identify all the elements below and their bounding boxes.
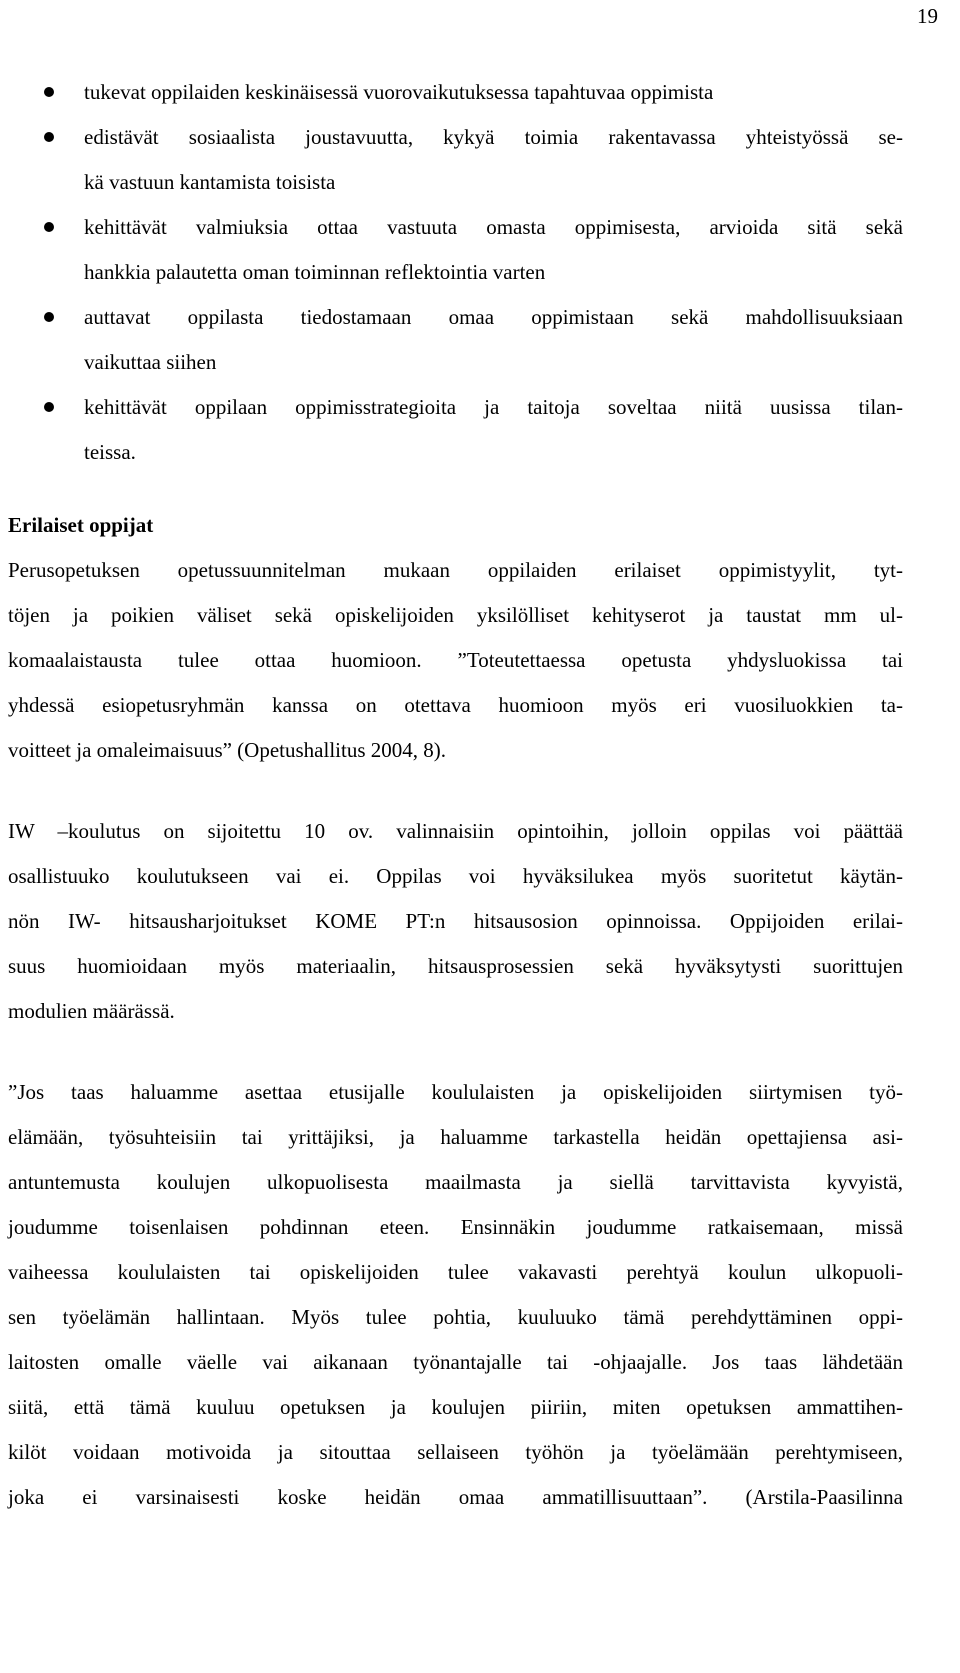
paragraph bbox=[8, 809, 903, 1034]
section-heading: Erilaiset oppijat bbox=[8, 513, 154, 537]
bullet-line: kä vastuun kantamista toisista bbox=[84, 170, 336, 194]
document-body bbox=[8, 70, 903, 1520]
paragraph-line: nön IW- hitsausharjoitukset KOME PT:n hitsausosion opinnoissa. Oppijoiden erilai- bbox=[8, 909, 903, 933]
bullet-icon bbox=[44, 312, 54, 322]
bullet-line: vaikuttaa siihen bbox=[84, 350, 217, 374]
bullet-line: auttavat oppilasta tiedostamaan omaa oppimistaan sekä mahdollisuuksiaan bbox=[84, 305, 903, 329]
bullet-item bbox=[8, 295, 903, 385]
paragraph-line: kilöt voidaan motivoida ja sitouttaa sellaiseen työhön ja työelämään perehtymiseen, bbox=[8, 1440, 903, 1464]
paragraph-line: elämään, työsuhteisiin tai yrittäjiksi, ja haluamme tarkastella heidän opettajiensa asi- bbox=[8, 1125, 903, 1149]
bullet-item bbox=[8, 70, 903, 115]
bullet-icon bbox=[44, 132, 54, 142]
paragraph-line: suus huomioidaan myös materiaalin, hitsausprosessien sekä hyväksytysti suorittujen bbox=[8, 954, 903, 978]
paragraph-line: joudumme toisenlaisen pohdinnan eteen. Ensinnäkin joudumme ratkaisemaan, missä bbox=[8, 1215, 903, 1239]
paragraph-line: siitä, että tämä kuuluu opetuksen ja koulujen piiriin, miten opetuksen ammattihen- bbox=[8, 1395, 903, 1419]
paragraph bbox=[8, 548, 903, 773]
bullet-line: hankkia palautetta oman toiminnan reflektointia varten bbox=[84, 260, 546, 284]
paragraph-line: laitosten omalle väelle vai aikanaan työnantajalle tai -ohjaajalle. Jos taas lähdetään bbox=[8, 1350, 903, 1374]
paragraph-line: yhdessä esiopetusryhmän kanssa on otettava huomioon myös eri vuosiluokkien ta- bbox=[8, 693, 903, 717]
paragraph-line: osallistuuko koulutukseen vai ei. Oppilas voi hyväksilukea myös suoritetut käytän- bbox=[8, 864, 903, 888]
paragraph-line: joka ei varsinaisesti koske heidän omaa ammatillisuuttaan”. (Arstila-Paasilinna bbox=[8, 1485, 903, 1509]
bullet-item bbox=[8, 385, 903, 475]
bullet-item bbox=[8, 205, 903, 295]
bullet-item bbox=[8, 115, 903, 205]
paragraph bbox=[8, 1070, 903, 1520]
paragraph-line: vaiheessa koululaisten tai opiskelijoiden tulee vakavasti perehtyä koulun ulkopuoli- bbox=[8, 1260, 903, 1284]
paragraph-line: voitteet ja omaleimaisuus” (Opetushallitus 2004, 8). bbox=[8, 738, 446, 762]
paragraph-line: antuntemusta koulujen ulkopuolisesta maailmasta ja siellä tarvittavista kyvyistä, bbox=[8, 1170, 903, 1194]
paragraph-line: Perusopetuksen opetussuunnitelman mukaan oppilaiden erilaiset oppimistyylit, tyt- bbox=[8, 558, 903, 582]
paragraph-line: IW –koulutus on sijoitettu 10 ov. valinnaisiin opintoihin, jolloin oppilas voi päättää bbox=[8, 819, 903, 843]
bullet-line: kehittävät valmiuksia ottaa vastuuta omasta oppimisesta, arvioida sitä sekä bbox=[84, 215, 903, 239]
bullet-line: tukevat oppilaiden keskinäisessä vuorovaikutuksessa tapahtuvaa oppimista bbox=[84, 80, 714, 104]
paragraph-line: ”Jos taas haluamme asettaa etusijalle koululaisten ja opiskelijoiden siirtymisen työ- bbox=[8, 1080, 903, 1104]
paragraph-line: töjen ja poikien väliset sekä opiskelijoiden yksilölliset kehityserot ja taustat mm ul- bbox=[8, 603, 903, 627]
paragraph-line: modulien määrässä. bbox=[8, 999, 175, 1023]
paragraph-line: komaalaistausta tulee ottaa huomioon. ”Toteutettaessa opetusta yhdysluokissa tai bbox=[8, 648, 903, 672]
bullet-line: edistävät sosiaalista joustavuutta, kykyä toimia rakentavassa yhteistyössä se- bbox=[84, 125, 903, 149]
bullet-icon bbox=[44, 87, 54, 97]
paragraph-line: sen työelämän hallintaan. Myös tulee pohtia, kuuluuko tämä perehdyttäminen oppi- bbox=[8, 1305, 903, 1329]
bullet-line: kehittävät oppilaan oppimisstrategioita ja taitoja soveltaa niitä uusissa tilan- bbox=[84, 395, 903, 419]
page-number: 19 bbox=[917, 4, 938, 28]
bullet-line: teissa. bbox=[84, 440, 136, 464]
bullet-icon bbox=[44, 402, 54, 412]
bullet-list bbox=[8, 70, 903, 475]
bullet-icon bbox=[44, 222, 54, 232]
